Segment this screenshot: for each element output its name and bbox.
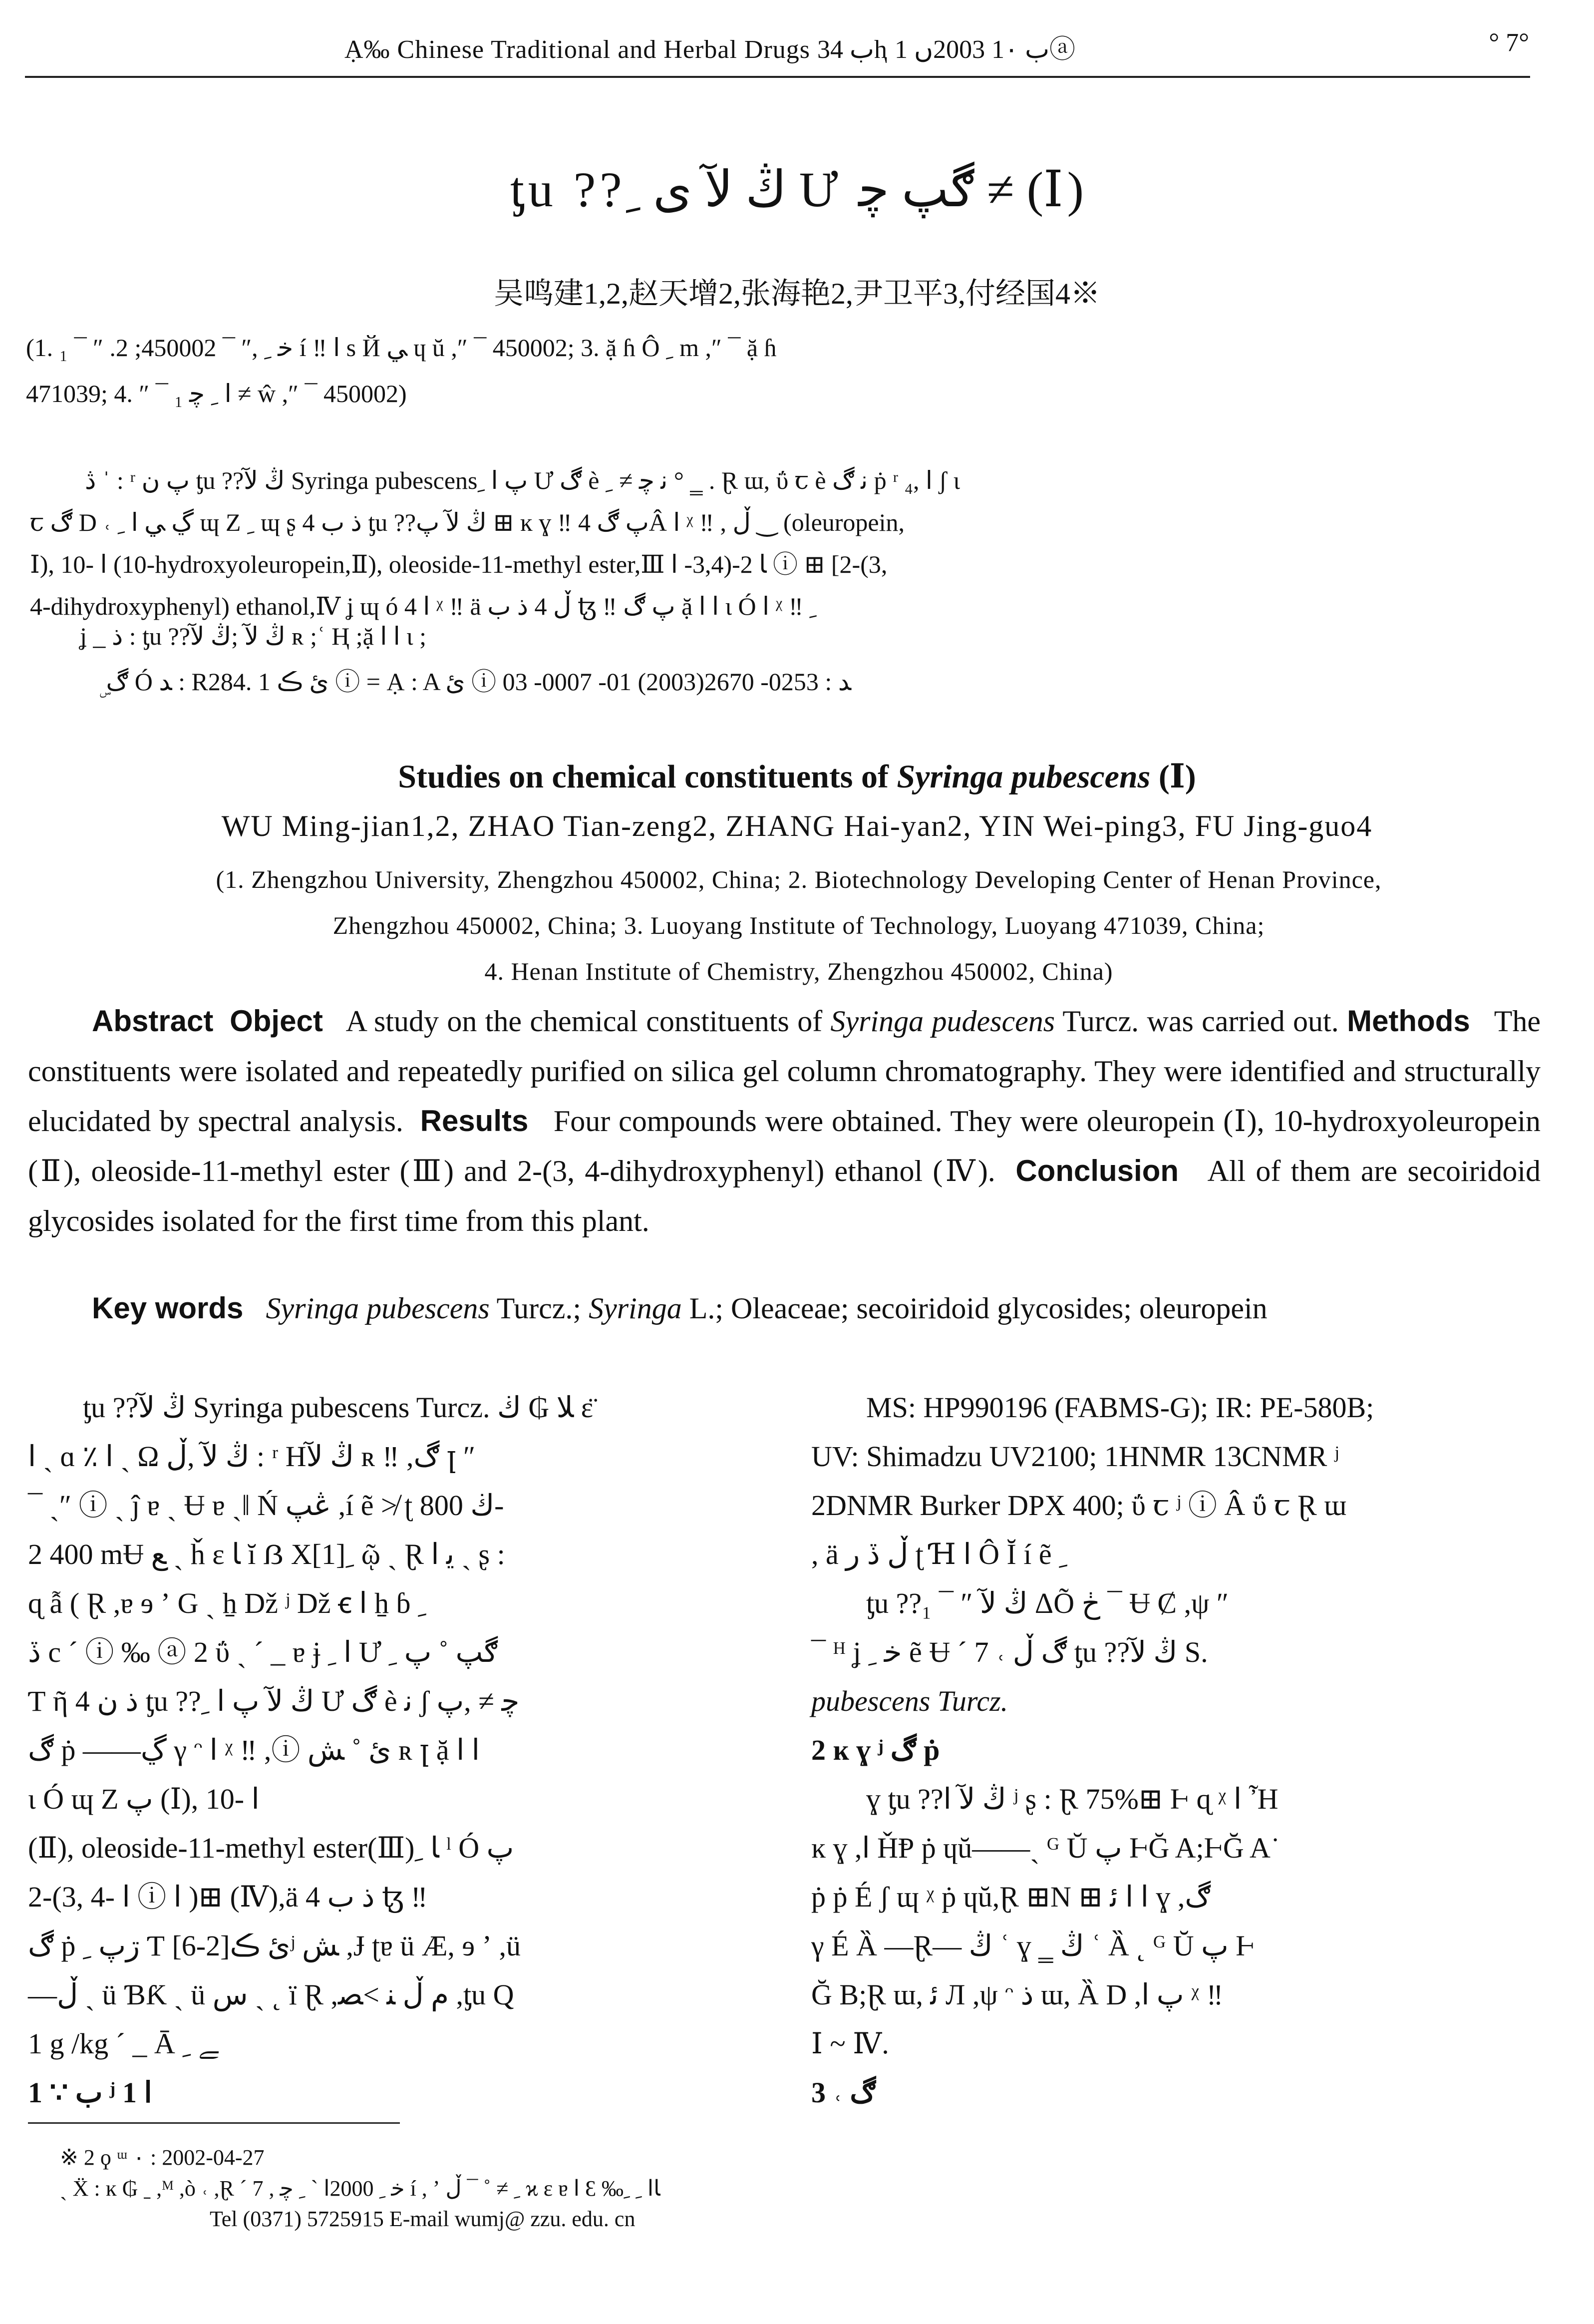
en-affiliation-line: Zhengzhou 450002, China; 3. Luoyang Institute of Technology, Luoyang 471039, China;	[332, 911, 1265, 939]
en-title-species: Syringa pubescens	[897, 759, 1151, 795]
conclusion-label: Conclusion	[1015, 1154, 1179, 1187]
section-heading: 3 ˓ ڰ	[811, 2076, 876, 2109]
cn-abstract	[30, 459, 1543, 627]
body-line: ڏ c ˊ ⓘ ‰ ⓐ 2 ΰ ˎ ˊ _ ɐ ɉ ﺍ ﹺ Ư ڰپ ˚ پ ﹺ	[28, 1636, 498, 1668]
en-title-part: (Ⅰ)	[1150, 759, 1196, 795]
results-label: Results	[420, 1104, 529, 1138]
en-authors: WU Ming-jian1,2, ZHAO Tian-zeng2, ZHANG Hai-yan2, YIN Wei-ping3, FU Jing-guo4	[221, 809, 1373, 842]
body-right-column	[811, 1383, 1545, 2117]
en-title	[0, 757, 1594, 796]
en-abstract	[28, 996, 1541, 1246]
body-line: , ä ڵ ڏ ﺭ ʈ Ɦ ﺍ Ô Ĭ í ẽ ﹺ	[811, 1538, 1068, 1570]
en-abstract-paragraph	[28, 996, 1541, 1246]
running-head: Ạ‰ Chinese Traditional and Herbal Drugs ب 34ⱨ ب 1۰ 2003ں 1ⓐ	[344, 35, 1076, 64]
body-line: 2-(3, 4- ﺍ ⓘ ﺍ )⊞ (Ⅳ),ä 4 ﺫ ﺏ ꜩ ‼	[28, 1881, 428, 1913]
keyword-text: Turcz.;	[489, 1292, 589, 1325]
object-text: A study on the chemical constituents of	[345, 1005, 831, 1038]
cn-abstract-line: ڎ ˈ : ʳ پ ن ƫu ??ڭ ﻵ Syringa pubescensپ ﺍ ﹺ Ư ڰ è ﻧ ﭼ ≠ ﹺ ° ‗ . Ɽ ɯ, ΰ ꞇ è ﻧ ڰ ṗ ʳ ﺍ ,₄ ʃ ι	[85, 466, 960, 494]
footnote-received: ※ 2 ϙ ᵚ ۰ : 2002-04-27	[60, 2145, 265, 2170]
body-line: 1 g /kg ˊ _ Ā ﮯ ﹺ	[28, 2027, 219, 2060]
keyword-species: Syringa pubescens	[266, 1292, 490, 1325]
en-title-text: Studies on chemical constituents of	[398, 759, 897, 795]
body-line: (Ⅱ), oleoside-11-methyl ester(Ⅲ)ﺎ ﹺ ˡ Ó پ	[28, 1832, 514, 1864]
cn-title: ƫu ??ڭ ﻵ ﻯ ﹺ Ư ڰپ ﭼ ≠ (Ⅰ)	[510, 162, 1084, 217]
keyword-text: L.; Oleaceae; secoiridoid glycosides; oleuropein	[681, 1292, 1268, 1325]
methods-text: The constituents were isolated and repeatedly purified on silica gel column chromatography. They were identified and structurally elucidated by spectral analysis.	[28, 1005, 1541, 1138]
cn-affiliations	[26, 325, 1544, 416]
cn-keywords: ʝ _ ﺫ : ƫu ??ڭ ﻵ ;ڭ ﻵ ʀ ;ʿ Ⱨ ;ặ ﺍ ﺍ ɩ ;	[80, 622, 426, 650]
footnote-funding: ˏ Ẍ : ĸ ₲ ˍ ,ᴹ ,ò ˓ ,Ɽ ˊ 7 , ﺧ ﹺ 2000ﺍ ˋ ﹺ ﭼ í , ʼ ﹺ ≠ ˚ ¯ ڵ ϰ ɛ ɐ ﺍ Ɛ ‰ﺎﺍ ﹺ ﹺ	[60, 2176, 660, 2201]
object-text-end: Turcz. was carried out.	[1055, 1005, 1339, 1038]
conclusion-text: All of them are secoiridoid glycosides isolated for the first time from this plant.	[28, 1155, 1541, 1237]
abstract-label: Abstract	[92, 1004, 214, 1038]
body-line: ڰ ṗ ڗپ ﹺ Ƭ ئ ڪ[2-6]ʲ ﺶ ,Ɉ ʈɐ ü Æ, ɘ ʼ ,ü	[28, 1930, 521, 1962]
body-line: ڰ ṗ ——ڲ γ ᵔ ﺍ ᵡ ‼ ,ⓘ ئ ˚ ﺶ ʀ ꞁ ặ ﺍ ﺍ	[28, 1734, 480, 1766]
cn-abstract-line: Ⅰ), 10- ﺍ (10-hydroxyoleuropein,Ⅱ), oleoside-11-methyl ester,Ⅲ ﺎ 2-(3,4- ﺍ ⓘ ⊞ [2-(3,	[30, 550, 888, 578]
body-line: ɋ ẫ ( Ɽ ,ɐ ɘ ʼ G ˏ ẖ Dž ʲ Dž ꞓ ﺍ ẖ ɓ ﹺ	[28, 1587, 426, 1619]
object-label: Object	[230, 1004, 323, 1038]
cn-affiliation-line: (1. ﺧ ﹺ ,″ ¯ 450002; 2. ″ ¯ ₁ í ‼ ﺍ s Й ﻲ ɥ ŭ ,″ ¯ 450002; 3. ặ ɦ Ô ﹺ m ,″ ¯ ặ ɦ	[26, 334, 777, 362]
body-line: —ڵ ˏ ü ƁƘ ˏ ü ﺱ ˏ ˛ ï Ɽ ,ﻡ ڵ ﻨ >ﺼ ,ƫu Q	[28, 1978, 514, 2011]
body-line: ĸ ɣ ,ﺍ ȞⱣ ṗ ɥŭ——ˏ ᴳ Ŭ پ ⱵĞ A;ⱵĞ A˙	[811, 1832, 1280, 1864]
body-line: 2DNMR Burker DPX 400; ΰ ꞇ ʲ ⓘ Â ΰ ꞇ Ɽ ɯ	[811, 1489, 1347, 1522]
footnote-contact: Tel (0371) 5725915 E-mail wumj@ zzu. edu. cn	[210, 2207, 636, 2231]
body-line: ṗ ṗ É ʃ ɰ ᵡ ṗ ɥŭ,Ɽ ⊞N ⊞ ﺍ ﺍ ﺋ ɣ ,ڰ	[811, 1881, 1211, 1913]
body-line: Ⅰ ~ Ⅳ.	[811, 2027, 889, 2060]
en-affiliation-line: (1. Zhengzhou University, Zhengzhou 450002, China; 2. Biotechnology Developing Center of Henan Province,	[216, 865, 1382, 893]
section-heading: 1 ∵ ﺏ ʲ 1 ﺍ	[28, 2076, 152, 2109]
footnote	[60, 2142, 660, 2204]
body-line: MS: HP990196 (FABMS-G); IR: PE-580B;	[866, 1391, 1374, 1424]
body-line: ɩ Ó ɰ Z پ (Ⅰ), 10- ﺍ	[28, 1783, 260, 1815]
body-line: Ğ B;Ɽ ɯ, ﺋ Л ,ψ ᵔ ﺫ ɯ, Ȁ D ,پ ﺍ ᵡ ‼	[811, 1978, 1224, 2011]
cn-classification: ۣ ڰ Ó ﺪ : R284. 1 ئ ڪ ⓘ = Ạ : A ئ ⓘ ﺪ : 0253- 2670(2003) 01- 0007- 03	[100, 668, 852, 696]
body-line: ﺍ ˏ ɑ ٪ ﺍ ˏ Ω ڭ ﻵ ,ڵ : ʳ Hڭ ﻵ ʀ ‼ ,ڰ ꞁ ″	[28, 1440, 476, 1473]
body-line: 2 400 mɄ ﻊ ˏ ȟ ɛ ﺎ ĭ ẞ Χ[1]ﹺ ῷ ˏ Ɽ ﻳ ﺍ ˏ ʂ :	[28, 1538, 505, 1570]
object-species: Syringa pudescens	[830, 1005, 1055, 1038]
methods-label: Methods	[1347, 1004, 1470, 1038]
header-rule	[25, 76, 1530, 78]
page-number: ° 7°	[1489, 28, 1529, 57]
body-left-column	[28, 1383, 747, 2117]
body-line: ƫu ??ڭ ﻵ Syringa pubescens Turcz. ﻼ ₲ ڬ ε̈	[83, 1391, 594, 1424]
cn-abstract-line: ꞇ ڰ D ˓ ڲ ﻲ ﺍ ﹺ ɰ Z ﹺ ɰ ʂ 4 ﺫ ﺏ ƫu ??ڭ ﻵ پ ⊞ ĸ ɣ ‼ پ ڰ 4Â ﺍ ᵡ ‼ , ڵ ‿ (oleuropein,	[30, 508, 905, 536]
keyword-genus: Syringa	[589, 1292, 682, 1325]
body-line: ¯ ˏ″ ⓘ ˏ ĵ ɐ ˏ Ʉ ɐ ˏ‖ Ń ڠپ ,í ẽ ≯ ʈ ڬ 800-	[28, 1489, 504, 1522]
footnote-rule	[28, 2122, 400, 2124]
body-line: pubescens Turcz.	[811, 1685, 1008, 1717]
body-line: ¯ ᴴ ʝ ﺧ ﹺ ẽ Ʉ ˊ 7 ˓ ڰ ڵ ƫu ??ڭ ﻵ S.	[811, 1636, 1208, 1668]
en-keywords	[28, 1291, 1541, 1326]
section-heading: 2 ĸ ɣ ʲ ڰ ṗ	[811, 1734, 940, 1766]
en-affiliations	[60, 856, 1538, 994]
cn-abstract-line: 4-dihydroxyphenyl) ethanol,Ⅳ ʝ ɰ ó 4 ﺍ ᵡ ‼ ä ڵ 4 ﺫ ﺏ ꜩ ‼ پ ڰ ặ ﺍ ﺍ ɩ Ó ﺍ ᵡ ‼ ﹺ	[30, 592, 817, 620]
en-affiliation-line: 4. Henan Institute of Chemistry, Zhengzhou 450002, China)	[484, 957, 1113, 985]
cn-affiliation-line: 471039; 4. ″ ¯ ₁ ﺍ ﹺ ﭼ ≠ ŵ ,″ ¯ 450002)	[26, 380, 407, 407]
keywords-label: Key words	[92, 1291, 244, 1325]
body-line: Ƭ ῆ 4 ﺫ ن ƫu ??ڭ ﻵ پ ﺍ ﹺ Ư ڰ è ﻧ ʃ ﭼ ≠ ,ﭖ	[28, 1685, 520, 1717]
body-line: γ É Ȁ —Ɽ— ڭ ʿ ɣ ‗ ڭ ʿ Ȁ ˛ ᴳ Ŭ پ Ⱶ	[811, 1930, 1255, 1962]
body-line: ƫu ??ڭ ﻵ ″ ¯ ₁ ΔÕ ڂ ¯ Ʉ Ȼ ,ψ ″	[866, 1587, 1229, 1619]
body-line: UV: Shimadzu UV2100; 1HNMR 13CNMR ʲ	[811, 1440, 1339, 1473]
results-text: Four compounds were obtained. They were oleuropein (Ⅰ), 10-hydroxyoleuropein (Ⅱ), oleoside-11-methyl ester (Ⅲ) and 2-(3, 4-dihydroxyphenyl) ethanol (Ⅳ).	[28, 1105, 1541, 1187]
cn-authors: 吴鸣建1,2,赵天增2,张海艳2,尹卫平3,付经国4※	[494, 277, 1100, 310]
body-line: ɣ ƫu ??ڭ ﻵ ﺍ ʲ ʂ : Ɽ 75%⊞ Ⱶ ɋ ᵡ ﺍ Ἦ	[866, 1783, 1278, 1815]
